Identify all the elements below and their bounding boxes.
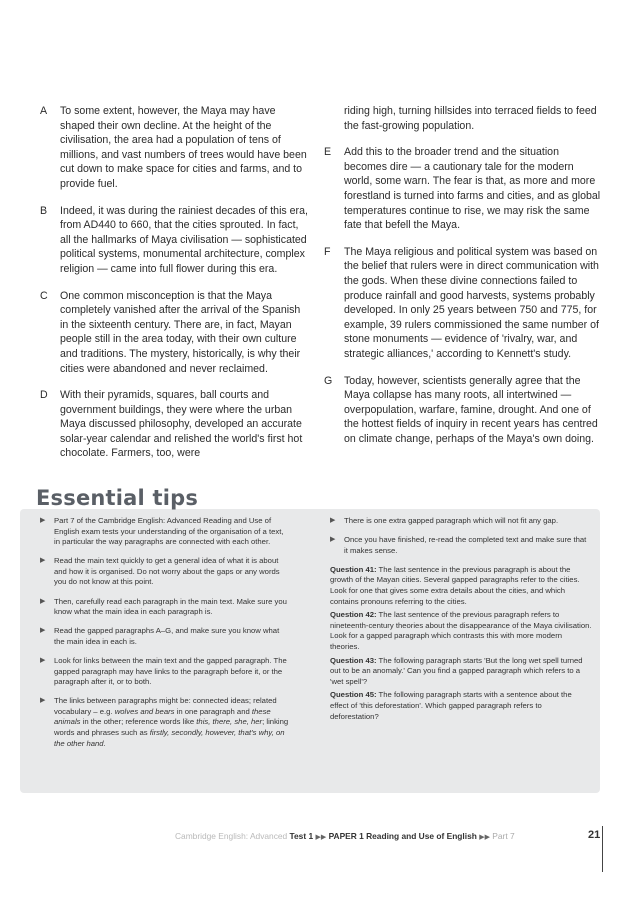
paragraph-letter: G [324, 374, 333, 387]
page-number: 21 [588, 829, 601, 841]
question-tip-42 [330, 610, 592, 652]
footer-test: Test 1 [289, 831, 314, 841]
tip-item [40, 656, 290, 688]
paragraph-letter: D [40, 389, 48, 402]
paragraph-text: Today, however, scientists generally agree that the Maya collapse has many roots, all intertwined — overpopulation, warfare, famine, drought. And one of the hottest fields of inquiry in recent years has centred on climate change, perhaps of the Maya's own doing. [344, 374, 598, 445]
tip-item [330, 516, 592, 527]
tip-text: Then, carefully read each paragraph in the main text. Make sure you know what the main idea in each paragraph is. [54, 596, 287, 617]
tip-text: Once you have finished, re-read the completed text and make sure that it makes sense. [344, 535, 587, 555]
tip-text-part: ; linking words and phrases such as [54, 717, 289, 737]
paragraph-letter: E [324, 146, 332, 159]
paragraph-text: Indeed, it was during the rainiest decades of this era, from AD440 to 660, that the cities sprouted. In fact, all the hallmarks of Maya civilisation — sophisticated political systems, monumental architecture, complex religion — came into full flower during this era. [60, 204, 308, 275]
bullet-arrow-icon: ▶ [330, 536, 336, 544]
paragraph-b [40, 204, 310, 277]
tip-item [40, 516, 290, 548]
question-label: Question 41: [330, 564, 377, 574]
double-arrow-icon: ▶▶ [479, 834, 490, 841]
tip-emphasis: wolves and bears [114, 706, 175, 716]
left-text-column [40, 104, 310, 473]
tips-right-column [330, 516, 592, 725]
question-tip-43 [330, 656, 592, 688]
question-text: The following paragraph starts 'But the long wet spell turned out to be an anomaly.' Can you find a gapped paragraph which refers to a 'wet spell'? [330, 655, 583, 686]
paragraph-e [324, 145, 602, 233]
tip-text: Read the main text quickly to get a general idea of what it is about and how it is organised. Do not worry about the gaps or any words you do not know at this point. [54, 556, 280, 587]
bullet-arrow-icon: ▶ [40, 697, 46, 705]
tip-emphasis: these animals [54, 706, 271, 727]
tip-emphasis: firstly, secondly, however, that's why, on the other hand. [54, 728, 285, 748]
double-arrow-icon: ▶▶ [315, 834, 327, 841]
paragraph-c [40, 289, 310, 377]
question-tip-41 [330, 565, 592, 607]
tip-text [54, 696, 290, 749]
paragraph-letter: B [40, 204, 48, 217]
paragraph-text: riding high, turning hillsides into terraced fields to feed the fast-growing population. [344, 105, 597, 132]
bullet-arrow-icon: ▶ [40, 597, 46, 605]
bullet-arrow-icon: ▶ [40, 627, 46, 635]
tip-text-part: in the other; reference words like [80, 717, 197, 727]
paragraph-text: Add this to the broader trend and the situation becomes dire — a cautionary tale for the modern world, some warn. The fear is that, as more and more forestland is turned into farms and cities, and as global temperatures continue to rise, we may risk the same fate that befell the Maya. [344, 146, 601, 232]
page-footer [175, 831, 615, 841]
question-text: The following paragraph starts with a sentence about the effect of 'this deforestation'. Which gapped paragraph refers to deforestation? [330, 690, 572, 721]
tip-text: There is one extra gapped paragraph which will not fit any gap. [344, 516, 559, 525]
tip-item [40, 626, 290, 647]
question-label: Question 45: [330, 690, 377, 700]
bullet-arrow-icon: ▶ [40, 557, 46, 565]
tip-text-part: in one paragraph and [174, 706, 252, 716]
paragraph-text: To some extent, however, the Maya may have shaped their own decline. At the height of the civilisation, the area had a population of tens of millions, and vast numbers of trees would have been cut down to make space for cities and farms, and to provide fuel. [60, 105, 307, 190]
paragraph-f [324, 245, 602, 362]
paragraph-text: One common misconception is that the Maya completely vanished after the arrival of the Spanish in the sixteenth century. There are, in fact, Mayan people still in the area today, with their own culture and traditions. The mystery, historically, is why their cities were abandoned and never reclaimed. [60, 289, 301, 375]
footer-part: Part 7 [492, 831, 515, 841]
paragraph-letter: C [40, 289, 48, 302]
bullet-arrow-icon: ▶ [40, 656, 46, 664]
tip-text-part: The links between paragraphs might be: connected ideas; related vocabulary – e.g. [54, 696, 277, 716]
page-edge-rule [602, 826, 603, 872]
paragraph-text: The Maya religious and political system was based on the belief that rulers were in direct communication with the gods. When these divine connections failed to produce rainfall and good harvests, systems probably developed. In only 25 years between 750 and 775, for example, 39 rulers commissioned the same number of stone monuments — evidence of 'rivalry, war, and strategic alliances,' according to Kennett's study. [344, 245, 599, 360]
question-label: Question 42: [330, 610, 377, 620]
tip-text: Look for links between the main text and the gapped paragraph. The gapped paragraph may have links to the paragraph before it, or the paragraph after it, or to both. [54, 655, 287, 687]
tip-item [40, 597, 290, 618]
tip-emphasis: this, there, she, her [196, 717, 263, 727]
paragraph-g [324, 374, 602, 447]
tip-item [40, 556, 290, 588]
tips-heading: Essential tips [36, 486, 199, 510]
question-label: Question 43: [330, 655, 377, 665]
question-text: The last sentence of the previous paragraph refers to nineteenth-century theories about the disappearance of the Maya civilisation. Look for a gapped paragraph which contrasts this with more modern theories. [330, 610, 592, 651]
tips-left-column [40, 516, 290, 758]
paragraph-text: With their pyramids, squares, ball courts and government buildings, they were where the urban Maya discussed philosophy, developed an accurate solar-year calendar and relished the world's first hot chocolate. Farmers, too, were [60, 389, 303, 460]
paragraph-d-continuation [324, 104, 602, 133]
bullet-arrow-icon: ▶ [330, 517, 336, 524]
tip-text: Read the gapped paragraphs A–G, and make sure you know what the main idea in each is. [54, 626, 280, 646]
tip-item-links [40, 696, 290, 749]
tip-item [330, 535, 592, 556]
paragraph-letter: A [40, 105, 48, 117]
footer-series: Cambridge English: Advanced [175, 831, 288, 841]
footer-paper: PAPER 1 Reading and Use of English [328, 831, 477, 841]
question-tip-45 [330, 690, 592, 722]
paragraph-d [40, 388, 310, 461]
question-text: The last sentence in the previous paragraph is about the growth of the Mayan cities. Several gapped paragraphs refer to the cities. Look for one that gives some extra details about the cities, and which contains pronouns referring to the cities. [330, 564, 580, 606]
bullet-arrow-icon: ▶ [40, 517, 46, 524]
tip-text: Part 7 of the Cambridge English: Advanced Reading and Use of English exam tests your understanding of the organisation of a text, in particular the way paragraphs are connected with each other. [54, 516, 284, 547]
paragraph-letter: F [324, 245, 331, 258]
right-text-column [324, 104, 602, 458]
paragraph-a [40, 104, 310, 192]
